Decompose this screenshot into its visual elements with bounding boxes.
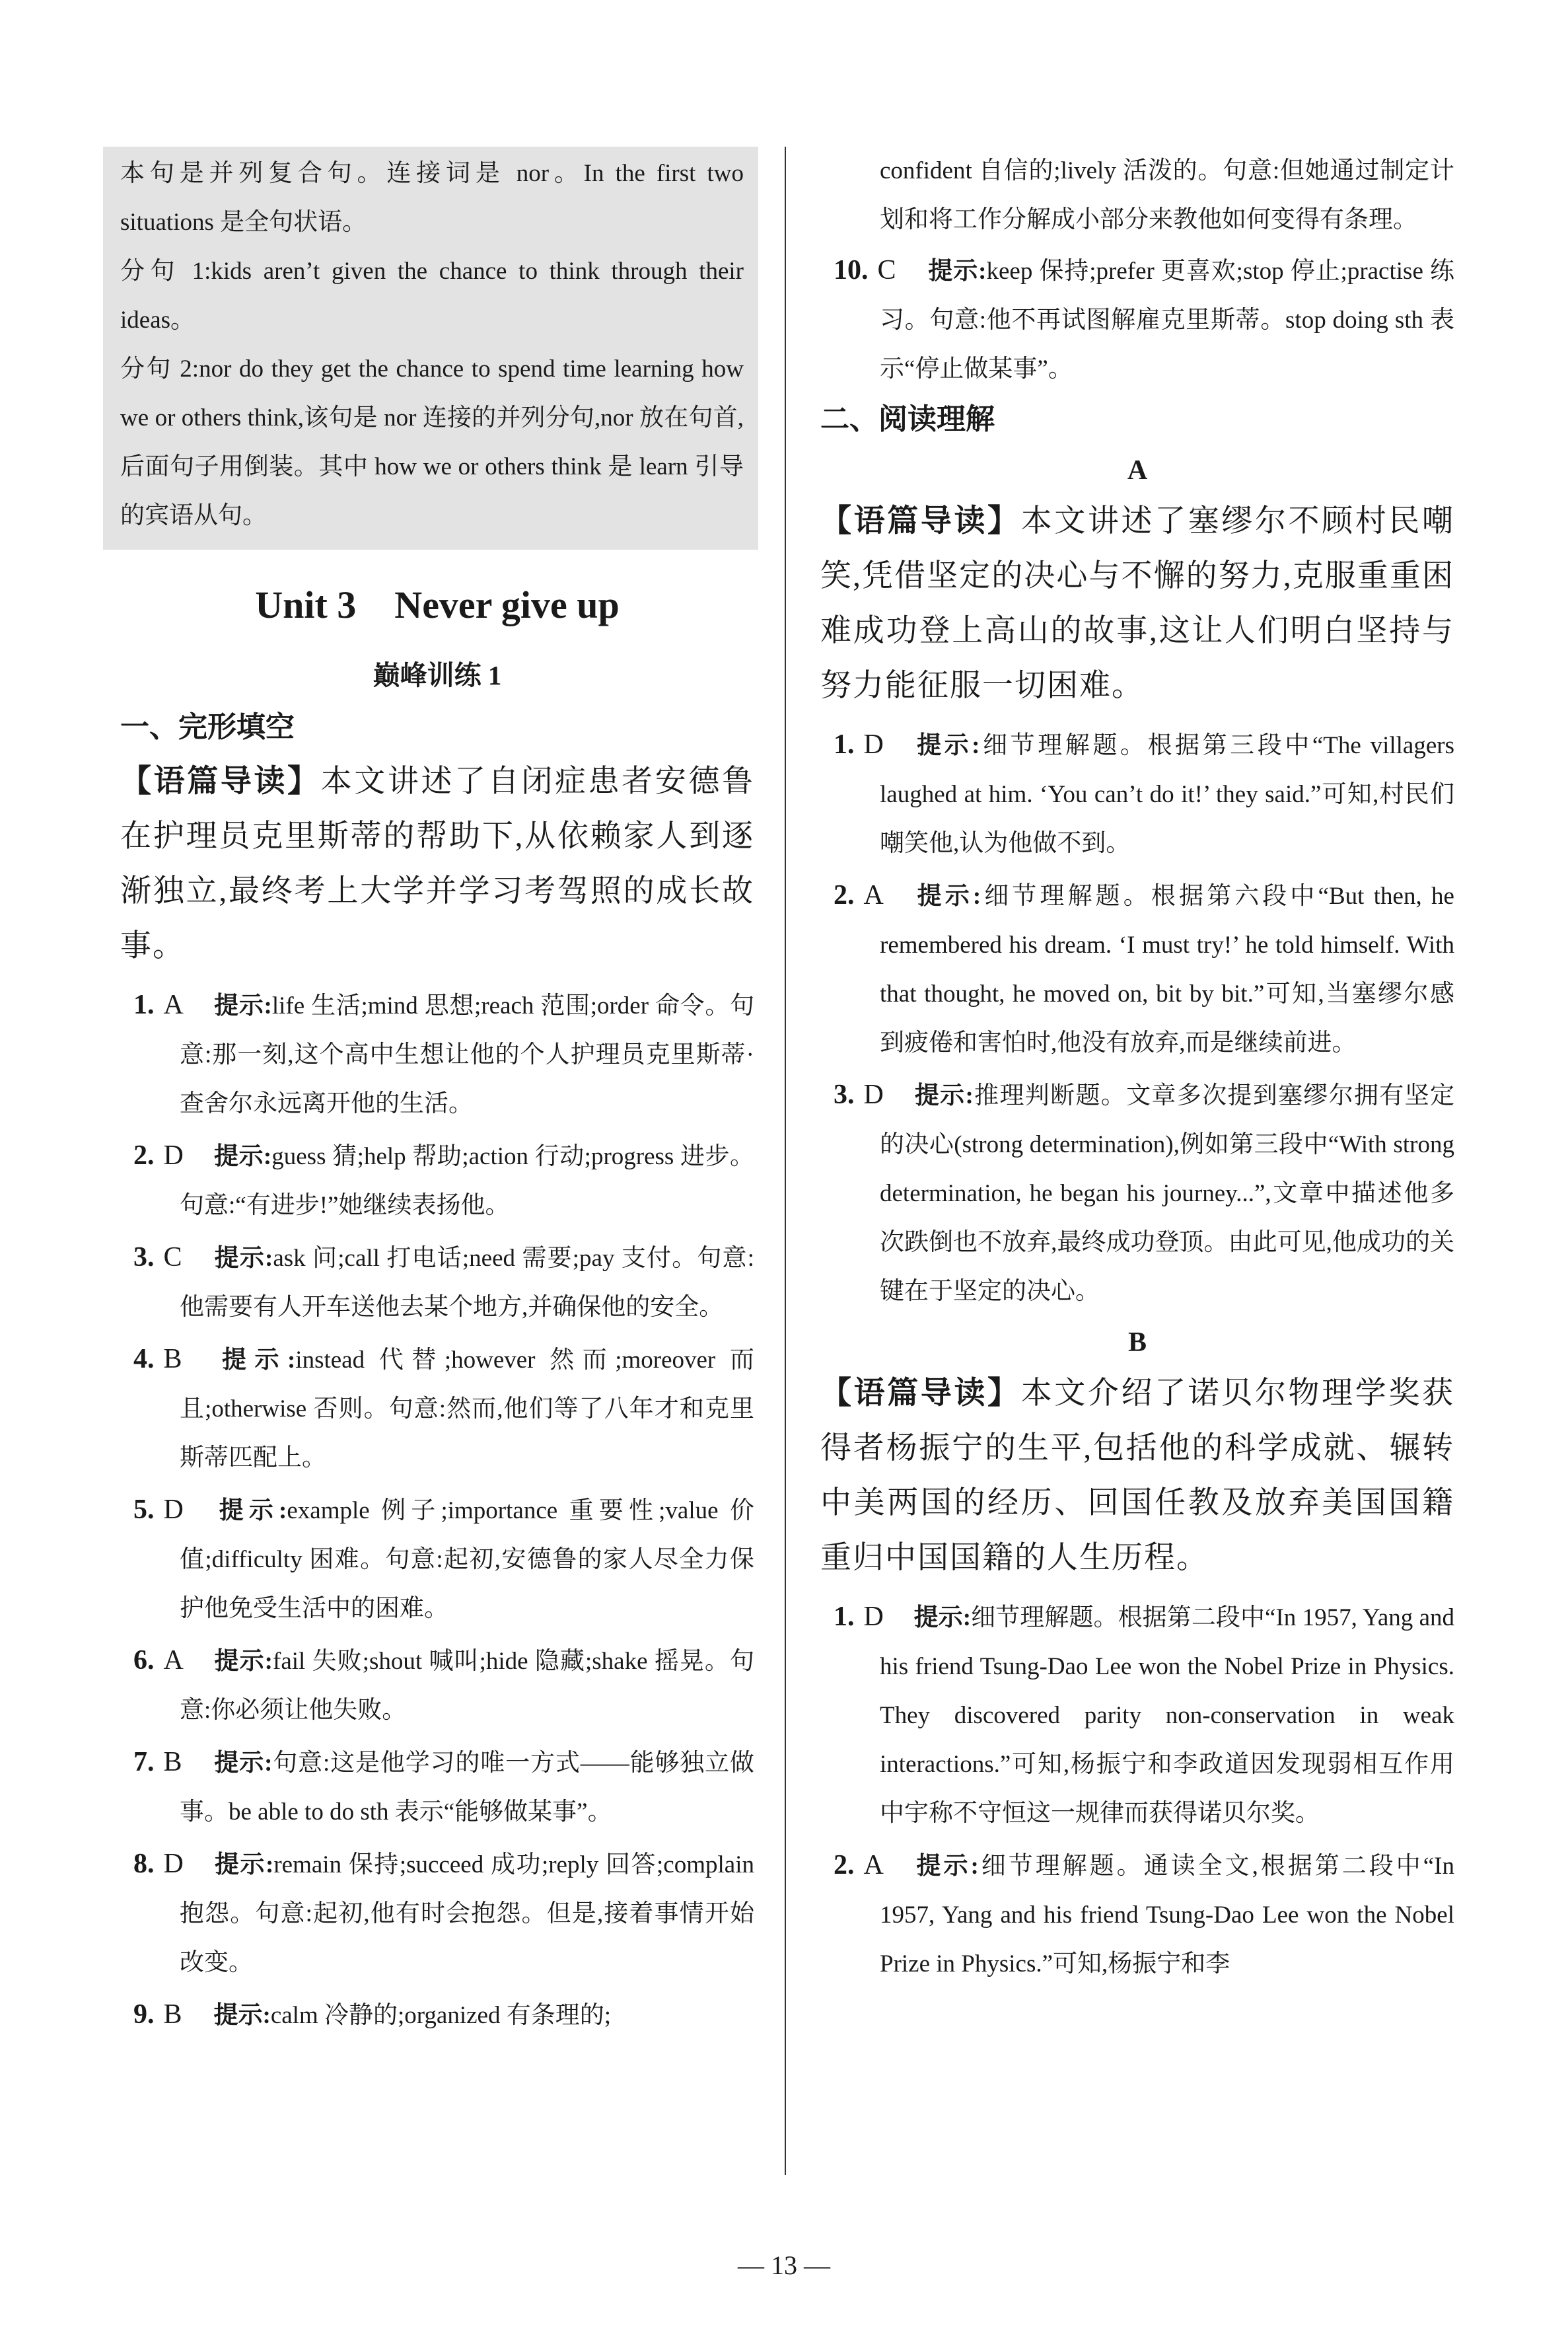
answer-explanation: remain 保持;succeed 成功;reply 回答;complain 抱怨。句意:起初,他有时会抱怨。但是,接着事情开始改变。: [180, 1851, 754, 1976]
answer-choice: B: [163, 1747, 182, 1777]
passage-label-a: A: [1127, 455, 1148, 486]
hint-label: 提示:: [213, 1347, 296, 1374]
answer-number: 2.: [834, 1850, 855, 1880]
section-heading-cloze: 一、完形填空: [120, 711, 295, 743]
answer-explanation: 句意:这是他学习的唯一方式——能够独立做事。be able to do sth 表示“能够做某事”。: [180, 1750, 754, 1826]
answer-item: [120, 1131, 754, 1230]
hint-label: 提示:: [927, 258, 987, 285]
passage-intro: [120, 755, 754, 974]
answer-item: [120, 1990, 754, 2040]
answer-number: 3.: [133, 1242, 155, 1273]
intro-label: 【语篇导读】: [120, 764, 321, 799]
answer-explanation: 细节理解题。根据第三段中“The villagers laughed at him. ‘You can’t do it!’ they said.”可知,村民们嘲笑他,认为他做不到。: [880, 732, 1454, 857]
answer-choice: A: [163, 1645, 184, 1676]
answer-explanation: guess 猜;help 帮助;action 行动;progress 进步。句意:“有进步!”她继续表扬他。: [180, 1143, 754, 1219]
answer-item: [820, 1841, 1454, 1989]
answer-choice: C: [877, 255, 896, 285]
answer-item: [120, 1738, 754, 1837]
answer-explanation: 推理判断题。文章多次提到塞缪尔拥有坚定的决心(strong determination),例如第三段中“With strong determination, he began his journey...”,文章中描述他多次跌倒也不放弃,最终成功登顶。由此可见,他成功的关键在于坚定的决心。: [880, 1082, 1455, 1305]
hint-label: 提示:: [913, 1082, 974, 1109]
intro-text: 本文讲述了自闭症患者安德鲁在护理员克里斯蒂的帮助下,从依赖家人到逐渐独立,最终考上大学并学习考驾照的成长故事。: [120, 764, 755, 963]
answer-number: 3.: [834, 1080, 855, 1110]
answer-choice: D: [863, 729, 884, 760]
answer-choice: A: [163, 990, 184, 1020]
analysis-line: 本句是并列复合句。连接词是 nor。In the first two situations 是全句状语。: [120, 160, 744, 236]
hint-label: 提示:: [913, 732, 980, 759]
answer-number: 6.: [133, 1645, 155, 1676]
answer-item: [820, 720, 1454, 868]
analysis-line: 分句 2:nor do they get the chance to spend time learning how we or others think,该句是 nor 连接的并列分句,nor 放在句首,后面句子用倒装。其中 how we or others think 是 learn 引导的宾语从句。: [120, 355, 744, 529]
answer-item: [120, 980, 754, 1128]
answer-number: 7.: [133, 1747, 155, 1777]
answer-number: 9.: [133, 1999, 155, 2030]
answer-item: [820, 246, 1454, 394]
answer-item: [820, 871, 1454, 1068]
answer-choice: A: [863, 1850, 884, 1880]
right-column: [820, 147, 1454, 1991]
hint-label: 提示:: [213, 1245, 273, 1272]
answer-number: 8.: [133, 1849, 155, 1879]
hint-label: 提示:: [913, 883, 981, 910]
answer-list: [120, 980, 754, 2040]
intro-text: 本文介绍了诺贝尔物理学奖获得者杨振宁的生平,包括他的科学成就、辗转中美两国的经历、回国任教及放弃美国国籍重归中国国籍的人生历程。: [820, 1376, 1455, 1575]
exercise-subtitle: 巅峰训练 1: [373, 660, 502, 690]
analysis-line: 分句 1:kids aren’t given the chance to think through their ideas。: [120, 258, 744, 334]
answer-choice: B: [163, 1344, 182, 1374]
hint-label: 提示:: [213, 992, 272, 1019]
passage-intro: [820, 494, 1454, 714]
unit-title: Unit 3 Never give up: [255, 583, 620, 626]
answer-item: [820, 1070, 1454, 1316]
answer-explanation: 细节理解题。根据第二段中“In 1957, Yang and his friend Tsung-Dao Lee won the Nobel Prize in Physics. They discovered parity non-conservation in weak interactions.”可知,杨振宁和李政道因发现弱相互作用中宇称不守恒这一规律而获得诺贝尔奖。: [880, 1604, 1455, 1827]
answer-explanation: calm 冷静的;organized 有条理的;: [270, 2002, 611, 2029]
answer-list: [820, 1592, 1454, 1989]
intro-text: 本文讲述了塞缪尔不顾村民嘲笑,凭借坚定的决心与不懈的努力,克服重重困难成功登上高山的故事,这让人们明白坚持与努力能征服一切困难。: [820, 504, 1455, 703]
answer-explanation: instead 代替;however 然而;moreover 而且;otherwise 否则。句意:然而,他们等了八年才和克里斯蒂匹配上。: [180, 1347, 754, 1471]
answer-explanation: 细节理解题。通读全文,根据第二段中“In 1957, Yang and his friend Tsung-Dao Lee won the Nobel Prize in Physics.”可知,杨振宁和李: [880, 1853, 1454, 1977]
answer-number: 4.: [133, 1344, 155, 1374]
answer-number: 2.: [133, 1140, 155, 1171]
column-divider: [785, 147, 786, 2175]
hint-label: 提示:: [213, 1851, 274, 1878]
answer-choice: D: [863, 1602, 884, 1632]
passage-label-b: B: [1127, 1327, 1147, 1358]
answer-choice: C: [163, 1242, 182, 1273]
answer-item: [120, 1335, 754, 1483]
answer-choice: D: [163, 1140, 184, 1171]
hint-label: 提示:: [913, 1604, 972, 1631]
answer-continuation: confident 自信的;lively 活泼的。句意:但她通过制定计划和将工作分解成小部分来教他如何变得有条理。: [880, 157, 1454, 233]
intro-label: 【语篇导读】: [820, 1376, 1021, 1411]
answer-explanation: example 例子;importance 重要性;value 价值;difficulty 困难。句意:起初,安德鲁的家人尽全力保护他免受生活中的困难。: [180, 1497, 754, 1622]
answer-number: 1.: [834, 1602, 855, 1632]
answer-item: [120, 1636, 754, 1735]
answer-number: 5.: [133, 1495, 155, 1525]
answer-number: 2.: [834, 880, 855, 910]
section-heading-reading: 二、阅读理解: [820, 403, 995, 435]
hint-label: 提示:: [213, 1648, 273, 1675]
hint-label: 提示:: [213, 1750, 273, 1777]
hint-label: 提示:: [213, 1497, 287, 1524]
hint-label: 提示:: [213, 1143, 272, 1170]
answer-item: [120, 1839, 754, 1987]
answer-list: [820, 246, 1454, 394]
answer-explanation: 细节理解题。根据第六段中“But then, he remembered his dream. ‘I must try!’ he told himself. With that thought, he moved on, bit by bit.”可知,当塞缪尔感到疲倦和害怕时,他没有放弃,而是继续前进。: [880, 883, 1454, 1056]
hint-label: 提示:: [913, 1853, 979, 1880]
answer-choice: B: [163, 1999, 182, 2030]
page-number: — 13 —: [738, 2250, 830, 2280]
answer-explanation: keep 保持;prefer 更喜欢;stop 停止;practise 练习。句意:他不再试图解雇克里斯蒂。stop doing sth 表示“停止做某事”。: [880, 258, 1455, 383]
answer-item: [120, 1485, 754, 1633]
left-column: [120, 147, 754, 2043]
passage-intro: [820, 1366, 1454, 1586]
intro-label: 【语篇导读】: [820, 504, 1021, 538]
answer-choice: D: [863, 1080, 884, 1110]
answer-choice: A: [863, 880, 884, 910]
answer-explanation: ask 问;call 打电话;need 需要;pay 支付。句意:他需要有人开车送他去某个地方,并确保他的安全。: [180, 1245, 754, 1321]
answer-choice: D: [163, 1495, 184, 1525]
analysis-box: [103, 147, 758, 550]
answer-item: [820, 1592, 1454, 1838]
answer-choice: D: [163, 1849, 184, 1879]
answer-explanation: fail 失败;shout 喊叫;hide 隐藏;shake 摇晃。句意:你必须让他失败。: [180, 1648, 754, 1724]
answer-number: 10.: [834, 255, 869, 285]
answer-number: 1.: [133, 990, 155, 1020]
hint-label: 提示:: [213, 2002, 271, 2029]
answer-list: [820, 720, 1454, 1316]
answer-number: 1.: [834, 729, 855, 760]
answer-item: [120, 1233, 754, 1332]
answer-explanation: life 生活;mind 思想;reach 范围;order 命令。句意:那一刻,这个高中生想让他的个人护理员克里斯蒂·查舍尔永远离开他的生活。: [180, 992, 754, 1117]
